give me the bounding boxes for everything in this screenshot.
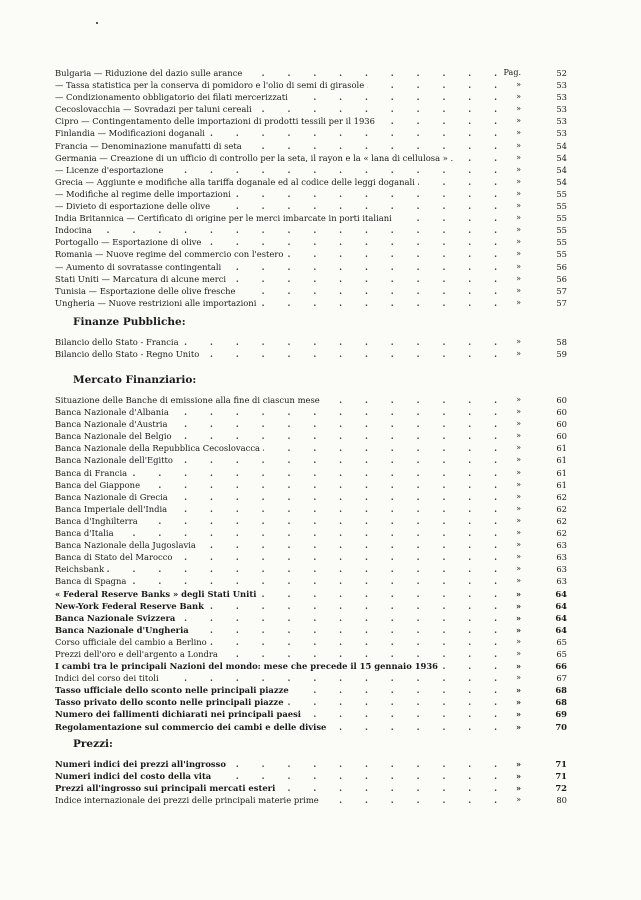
toc-entry-title: Indice internazionale dei prezzi delle principali materie prime bbox=[55, 794, 322, 806]
toc-entry-page-number: 61 bbox=[556, 455, 567, 466]
toc-entry-title: Portogallo — Esportazione di olive bbox=[55, 236, 204, 248]
toc-entry bbox=[55, 527, 575, 539]
toc-entry-title: « Federal Reserve Banks » degli Stati Uniti bbox=[55, 588, 259, 600]
toc-entry bbox=[55, 563, 575, 575]
toc-entry-title: Germania — Creazione di un ufficio di controllo per la seta, il rayon e la « lana di cellulosa » . bbox=[55, 152, 456, 164]
toc-entry-title: Stati Uniti — Marcatura di alcune merci bbox=[55, 273, 229, 285]
toc-entry-title: — Aumento di sovratasse contingentali bbox=[55, 261, 224, 273]
toc-entry-title: Francia — Denominazione manufatti di seta bbox=[55, 140, 245, 152]
toc-entry-page-prefix: » bbox=[514, 418, 523, 430]
toc-entry-page-prefix: » bbox=[514, 636, 523, 648]
toc-entry-page-prefix: » bbox=[514, 103, 523, 115]
toc-entry-page-prefix: » bbox=[516, 612, 521, 623]
toc-entry-title: Banca Nazionale d'Ungheria bbox=[55, 624, 192, 636]
toc-entry-title: Grecia — Aggiunte e modifiche alla tariffa doganale ed al codice delle leggi doganali bbox=[55, 176, 418, 188]
toc-entry-page-number: 55 bbox=[556, 201, 567, 212]
toc-entry-page-number: 67 bbox=[556, 673, 567, 684]
toc-entry-page-prefix: » bbox=[514, 454, 523, 466]
toc-entry-title: Indocina bbox=[55, 224, 95, 236]
toc-entry-page-prefix: » bbox=[514, 479, 523, 491]
toc-entry-page-prefix: » bbox=[514, 152, 523, 164]
toc-entry bbox=[55, 394, 575, 406]
toc-entry-page-prefix: » bbox=[514, 539, 523, 551]
toc-entry-title: Ungheria — Nuove restrizioni alle importazioni bbox=[55, 297, 259, 309]
toc-entry-page-number: 54 bbox=[556, 164, 567, 175]
toc-entry-page-prefix: » bbox=[514, 140, 523, 152]
toc-entry-page-prefix: » bbox=[514, 273, 523, 285]
toc-entry-title: India Britannica — Certificato di origine per le merci imbarcate in porti italiani bbox=[55, 212, 395, 224]
toc-entry-page-number: 55 bbox=[556, 213, 567, 224]
toc-entry bbox=[55, 794, 575, 806]
toc-entry-page-number: 61 bbox=[556, 467, 567, 478]
toc-entry-page-number: 70 bbox=[555, 721, 567, 732]
toc-entry-title: Banca Nazionale d'Albania bbox=[55, 406, 172, 418]
toc-entry-page-number: 54 bbox=[556, 152, 567, 163]
toc-entry-page-number: 69 bbox=[555, 709, 567, 720]
toc-entry-title: Corso ufficiale del cambio a Berlino bbox=[55, 636, 210, 648]
leader-dots bbox=[55, 224, 515, 236]
toc-entry-page-number: 63 bbox=[556, 576, 567, 587]
toc-entry-page-prefix: » bbox=[516, 588, 521, 599]
toc-entry bbox=[55, 721, 575, 733]
toc-entry-page-number: 53 bbox=[556, 80, 567, 91]
toc-entry-page-prefix: » bbox=[514, 563, 523, 575]
toc-entry-page-prefix: » bbox=[516, 771, 521, 782]
toc-entry-title: Banca d'Inghilterra bbox=[55, 515, 141, 527]
toc-entry bbox=[55, 212, 575, 224]
toc-entry bbox=[55, 176, 575, 188]
toc-entry-page-prefix: Pag. bbox=[502, 67, 523, 79]
section-heading-finance: Finanze Pubbliche: bbox=[73, 316, 186, 328]
toc-entry-title: Numeri indici del costo della vita bbox=[55, 770, 214, 782]
toc-entry-page-prefix: » bbox=[516, 624, 521, 635]
toc-entry-page-prefix: » bbox=[514, 794, 523, 806]
section-heading-prices: Prezzi: bbox=[73, 738, 113, 750]
toc-entry-title: Bilancio dello Stato - Francia bbox=[55, 336, 182, 348]
toc-entry-page-number: 55 bbox=[556, 225, 567, 236]
toc-entry-page-number: 55 bbox=[556, 237, 567, 248]
toc-entry-title: Banca del Giappone bbox=[55, 479, 143, 491]
toc-entry bbox=[55, 636, 575, 648]
toc-entry-page-prefix: » bbox=[514, 236, 523, 248]
toc-entry-title: Numero dei fallimenti dichiarati nei principali paesi bbox=[55, 708, 304, 720]
toc-entry-page-number: 53 bbox=[556, 116, 567, 127]
toc-entry-title: Prezzi dell'oro e dell'argento a Londra bbox=[55, 648, 221, 660]
toc-entry-page-number: 53 bbox=[556, 92, 567, 103]
toc-entry-title: Banca Nazionale dell'Egitto bbox=[55, 454, 176, 466]
toc-entry bbox=[55, 188, 575, 200]
toc-entry-title: New-York Federal Reserve Bank bbox=[55, 600, 207, 612]
toc-entry bbox=[55, 127, 575, 139]
toc-entry-page-number: 65 bbox=[556, 648, 567, 659]
toc-entry-page-prefix: » bbox=[514, 188, 523, 200]
toc-entry-page-number: 54 bbox=[556, 140, 567, 151]
toc-entry-page-number: 60 bbox=[556, 431, 567, 442]
toc-entry-title: Tunisia — Esportazione delle olive fresche bbox=[55, 285, 238, 297]
toc-entry-page-number: 66 bbox=[555, 661, 567, 672]
toc-entry-page-prefix: » bbox=[516, 759, 521, 769]
toc-entry bbox=[55, 140, 575, 152]
toc-entry-title: Banca Nazionale della Repubblica Cecoslovacca bbox=[55, 442, 263, 454]
toc-entry-page-prefix: » bbox=[514, 297, 523, 309]
toc-entry-title: Bilancio dello Stato - Regno Unito bbox=[55, 348, 202, 360]
toc-entry-page-number: 65 bbox=[556, 636, 567, 647]
toc-entry-page-number: 64 bbox=[555, 600, 567, 611]
toc-entry-page-number: 71 bbox=[555, 759, 567, 769]
toc-entry-page-number: 54 bbox=[556, 176, 567, 187]
toc-entry bbox=[55, 588, 575, 600]
toc-entry-title: Tasso privato dello sconto nelle principali piazze bbox=[55, 696, 287, 708]
toc-entry-page-prefix: » bbox=[514, 200, 523, 212]
toc-entry bbox=[55, 273, 575, 285]
toc-entry-page-number: 63 bbox=[556, 564, 567, 575]
toc-entry-page-prefix: » bbox=[514, 127, 523, 139]
toc-entry bbox=[55, 336, 575, 348]
toc-entry-page-prefix: » bbox=[514, 176, 523, 188]
toc-entry-title: Regolamentazione sul commercio dei cambi e delle divise bbox=[55, 721, 329, 733]
leader-dots bbox=[55, 563, 515, 575]
toc-entry-page-number: 61 bbox=[556, 479, 567, 490]
toc-entry bbox=[55, 454, 575, 466]
toc-entry-title: I cambi tra le principali Nazioni del mondo: mese che precede il 15 gennaio 1936 bbox=[55, 660, 441, 672]
toc-entry bbox=[55, 491, 575, 503]
section-finance bbox=[55, 336, 575, 360]
toc-entry bbox=[55, 248, 575, 260]
toc-entry bbox=[55, 91, 575, 103]
toc-entry bbox=[55, 600, 575, 612]
toc-entry-page-prefix: » bbox=[514, 491, 523, 503]
section-market bbox=[55, 394, 575, 733]
toc-entry-title: Banca Nazionale della Jugoslavia bbox=[55, 539, 199, 551]
toc-entry bbox=[55, 200, 575, 212]
toc-entry-page-prefix: » bbox=[514, 91, 523, 103]
toc-entry-page-number: 68 bbox=[555, 685, 567, 696]
toc-entry-page-number: 52 bbox=[556, 68, 567, 78]
toc-entry bbox=[55, 672, 575, 684]
toc-entry-title: Finlandia — Modificazioni doganali bbox=[55, 127, 208, 139]
toc-entry bbox=[55, 551, 575, 563]
leader-dots bbox=[55, 527, 515, 539]
toc-entry-page-number: 58 bbox=[556, 337, 567, 347]
toc-entry-page-prefix: » bbox=[516, 709, 521, 720]
toc-entry bbox=[55, 684, 575, 696]
toc-entry-page-number: 64 bbox=[555, 612, 567, 623]
toc-entry-page-number: 62 bbox=[556, 528, 567, 539]
toc-entry-page-prefix: » bbox=[514, 115, 523, 127]
toc-entry-page-number: 71 bbox=[555, 771, 567, 782]
toc-entry-page-number: 60 bbox=[556, 395, 567, 405]
toc-entry-page-prefix: » bbox=[514, 394, 523, 406]
toc-entry-page-prefix: » bbox=[514, 672, 523, 684]
toc-entry-page-number: 53 bbox=[556, 128, 567, 139]
toc-entry-page-number: 57 bbox=[556, 297, 567, 308]
toc-entry bbox=[55, 479, 575, 491]
toc-entry-page-prefix: » bbox=[514, 224, 523, 236]
toc-entry-title: Banca Nazionale del Belgio bbox=[55, 430, 175, 442]
toc-entry bbox=[55, 648, 575, 660]
toc-entry-title: Romania — Nuove regime del commercio con l'estero bbox=[55, 248, 286, 260]
toc-entry-page-number: 53 bbox=[556, 104, 567, 115]
toc-entry-title: Cecoslovacchia — Sovradazi per taluni cereali bbox=[55, 103, 255, 115]
toc-entry bbox=[55, 103, 575, 115]
toc-entry bbox=[55, 575, 575, 587]
toc-entry-page-prefix: » bbox=[516, 661, 521, 672]
toc-entry bbox=[55, 67, 575, 79]
toc-entry-page-prefix: » bbox=[514, 285, 523, 297]
toc-entry bbox=[55, 515, 575, 527]
toc-entry-page-prefix: » bbox=[514, 503, 523, 515]
toc-entry bbox=[55, 418, 575, 430]
toc-entry bbox=[55, 696, 575, 708]
toc-entry bbox=[55, 236, 575, 248]
toc-entry-title: Situazione delle Banche di emissione alla fine di ciascun mese bbox=[55, 394, 323, 406]
toc-entry-page-number: 61 bbox=[556, 443, 567, 454]
toc-entry bbox=[55, 285, 575, 297]
toc-entry-page-number: 63 bbox=[556, 552, 567, 563]
toc-entry-page-prefix: » bbox=[514, 467, 523, 479]
toc-entry-title: Banca Nazionale di Grecia bbox=[55, 491, 171, 503]
toc-entry-page-number: 62 bbox=[556, 491, 567, 502]
toc-entry bbox=[55, 297, 575, 309]
toc-entry-page-prefix: » bbox=[514, 79, 523, 91]
toc-entry-page-number: 60 bbox=[556, 407, 567, 418]
toc-entry-page-number: 64 bbox=[555, 624, 567, 635]
toc-entry bbox=[55, 770, 575, 782]
toc-entry-title: Bulgaria — Riduzione del dazio sulle arance bbox=[55, 67, 245, 79]
toc-entry bbox=[55, 115, 575, 127]
toc-entry-title: — Licenze d'esportazione bbox=[55, 164, 167, 176]
toc-entry-title: Banca Nazionale d'Austria bbox=[55, 418, 170, 430]
toc-entry-title: — Modifiche al regime delle importazioni bbox=[55, 188, 234, 200]
toc-entry bbox=[55, 539, 575, 551]
toc-entry-page-prefix: » bbox=[514, 164, 523, 176]
toc-entry-page-prefix: » bbox=[514, 430, 523, 442]
toc-entry-page-number: 57 bbox=[556, 285, 567, 296]
toc-entry-page-prefix: » bbox=[514, 261, 523, 273]
toc-entry-title: — Condizionamento obbligatorio dei filati mercerizzati bbox=[55, 91, 291, 103]
toc-entry bbox=[55, 224, 575, 236]
toc-entry-page-prefix: » bbox=[516, 783, 521, 794]
toc-entry-title: Banca Imperiale dell'India bbox=[55, 503, 170, 515]
toc-entry-title: Banca Nazionale Svizzera bbox=[55, 612, 178, 624]
toc-entry-page-prefix: » bbox=[516, 697, 521, 708]
toc-entry-page-number: 68 bbox=[555, 697, 567, 708]
section-prices bbox=[55, 758, 575, 806]
toc-entry bbox=[55, 430, 575, 442]
toc-entry bbox=[55, 152, 575, 164]
toc-entry-title: Prezzi all'ingrosso sui principali mercati esteri bbox=[55, 782, 278, 794]
toc-entry-title: Numeri indici dei prezzi all'ingrosso bbox=[55, 758, 229, 770]
toc-entry-page-number: 55 bbox=[556, 188, 567, 199]
toc-entry-page-prefix: » bbox=[514, 527, 523, 539]
toc-entry-page-number: 55 bbox=[556, 249, 567, 260]
toc-entry-page-number: 56 bbox=[556, 273, 567, 284]
toc-entry bbox=[55, 164, 575, 176]
toc-entry bbox=[55, 348, 575, 360]
toc-entry-title: Banca di Francia bbox=[55, 467, 130, 479]
toc-entry bbox=[55, 442, 575, 454]
toc-entry-page-number: 80 bbox=[556, 795, 567, 806]
toc-entry-title: Reichsbank bbox=[55, 563, 107, 575]
toc-entry bbox=[55, 612, 575, 624]
toc-entry bbox=[55, 708, 575, 720]
toc-entry-page-number: 59 bbox=[556, 349, 567, 360]
toc-entry-page-prefix: » bbox=[516, 685, 521, 696]
toc-entry-title: — Tassa statistica per la conserva di pomidoro e l'olio di semi di girasole bbox=[55, 79, 367, 91]
toc-entry bbox=[55, 503, 575, 515]
toc-entry-title: Banca di Stato del Marocco bbox=[55, 551, 175, 563]
toc-entry bbox=[55, 406, 575, 418]
toc-entry bbox=[55, 467, 575, 479]
toc-entry-page-prefix: » bbox=[514, 406, 523, 418]
toc-entry-page-prefix: » bbox=[514, 648, 523, 660]
toc-entry bbox=[55, 79, 575, 91]
toc-entry-page-number: 62 bbox=[556, 515, 567, 526]
toc-entry-page-number: 64 bbox=[555, 588, 567, 599]
toc-entry-page-prefix: » bbox=[514, 515, 523, 527]
toc-entry-page-prefix: » bbox=[514, 212, 523, 224]
toc-entry-page-prefix: » bbox=[514, 442, 523, 454]
toc-entry-page-prefix: » bbox=[514, 575, 523, 587]
section-heading-market: Mercato Finanziario: bbox=[73, 374, 197, 386]
toc-entry-title: Tasso ufficiale dello sconto nelle principali piazze bbox=[55, 684, 292, 696]
toc-entry-page-number: 62 bbox=[556, 503, 567, 514]
toc-entry-title: — Divieto di esportazione delle olive bbox=[55, 200, 213, 212]
toc-entry-title: Banca di Spagna bbox=[55, 575, 129, 587]
toc-entry-page-prefix: » bbox=[516, 721, 521, 732]
toc-entry-title: Indici del corso dei titoli bbox=[55, 672, 162, 684]
toc-entry-title: Banca d'Italia bbox=[55, 527, 117, 539]
toc-entry-page-prefix: » bbox=[514, 336, 523, 348]
toc-entry-page-prefix: » bbox=[514, 551, 523, 563]
toc-entry-page-prefix: » bbox=[514, 348, 523, 360]
toc-entry-page-number: 60 bbox=[556, 419, 567, 430]
toc-entry-page-prefix: » bbox=[516, 600, 521, 611]
toc-entry bbox=[55, 758, 575, 770]
toc-entry bbox=[55, 261, 575, 273]
toc-entry bbox=[55, 782, 575, 794]
print-speck bbox=[96, 22, 98, 24]
toc-entry-page-number: 56 bbox=[556, 261, 567, 272]
toc-entry-page-prefix: » bbox=[514, 248, 523, 260]
toc-entry-page-number: 63 bbox=[556, 540, 567, 551]
toc-entry bbox=[55, 624, 575, 636]
toc-entry-page-number: 72 bbox=[555, 783, 567, 794]
section-trade bbox=[55, 67, 575, 309]
toc-entry-title: Cipro — Contingentamento delle importazioni di prodotti tessili per il 1936 bbox=[55, 115, 378, 127]
toc-entry bbox=[55, 660, 575, 672]
